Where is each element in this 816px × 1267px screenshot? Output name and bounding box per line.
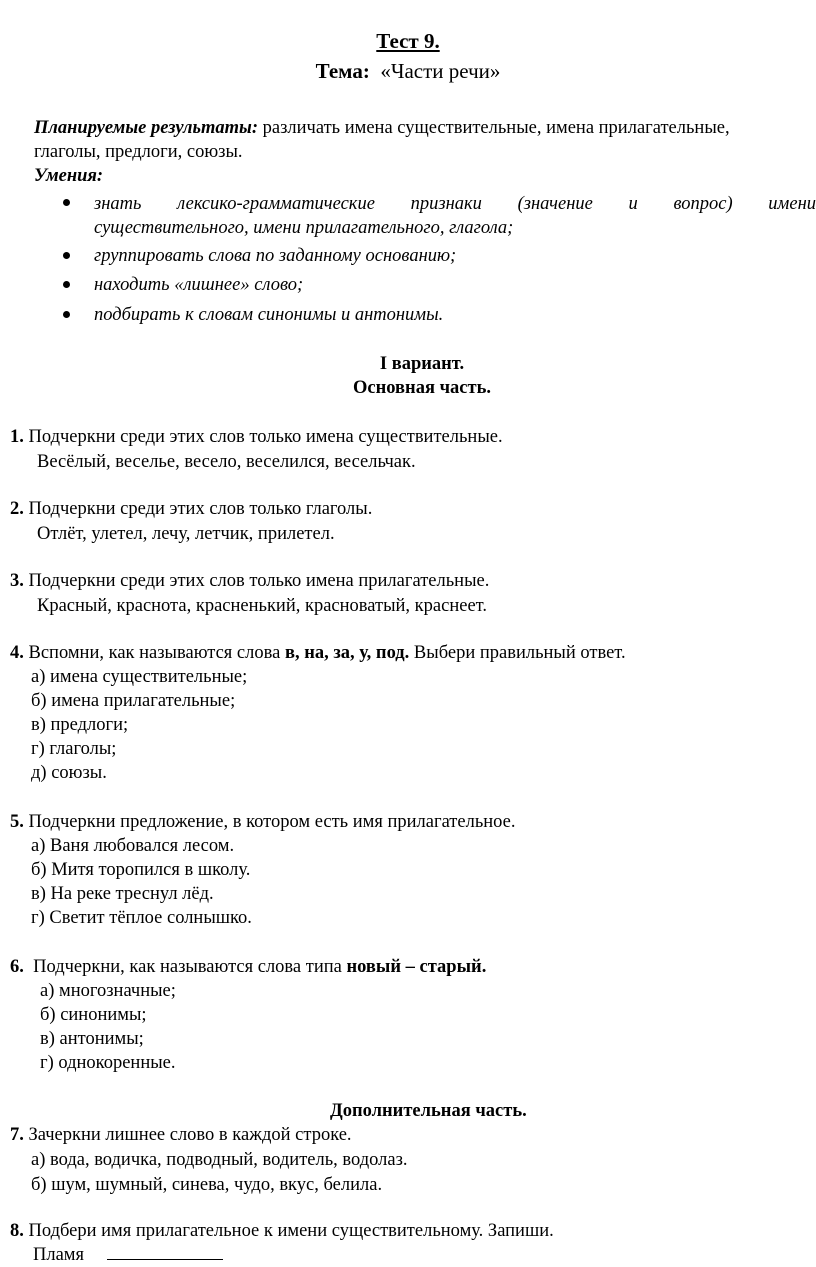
question-3	[10, 569, 489, 593]
question-8-word: Пламя	[33, 1245, 85, 1265]
question-1-words: Весёлый, веселье, весело, веселился, весельчак.	[37, 452, 416, 472]
skill-item-1-line1: знать лексико-грамматические признаки (значение и вопрос) имени	[94, 194, 816, 214]
question-4-text-after: Выбери правильный ответ.	[413, 643, 626, 663]
question-2	[10, 497, 372, 521]
question-1-number: 1.	[10, 427, 24, 447]
extra-part-title: Дополнительная часть.	[330, 1101, 527, 1121]
bullet-icon	[63, 252, 70, 259]
question-5-number: 5.	[10, 812, 24, 832]
question-4-number: 4.	[10, 643, 24, 663]
skill-item-1-line2: существительного, имени прилагательного, глагола;	[94, 218, 514, 238]
question-6-bold-words: новый – старый.	[346, 957, 487, 977]
question-5-option: в) На реке треснул лёд.	[31, 884, 214, 904]
question-2-words: Отлёт, улетел, лечу, летчик, прилетел.	[37, 524, 335, 544]
bullet-icon	[63, 281, 70, 288]
variant-title: I вариант.	[379, 354, 465, 374]
question-5-option: б) Митя торопился в школу.	[31, 860, 251, 880]
test-title: Тест 9.	[376, 29, 440, 53]
question-6-option: б) синонимы;	[40, 1005, 147, 1025]
bullet-icon	[63, 199, 70, 206]
question-6-option: в) антонимы;	[40, 1029, 144, 1049]
question-4-option: б) имена прилагательные;	[31, 691, 236, 711]
skill-item-2: группировать слова по заданному основанию;	[94, 246, 457, 266]
question-4-option: г) глаголы;	[31, 739, 117, 759]
planned-results-line2: глаголы, предлоги, союзы.	[34, 142, 243, 162]
question-4	[10, 641, 626, 665]
question-3-number: 3.	[10, 571, 24, 591]
question-4-bold-words: в, на, за, у, под.	[284, 643, 410, 663]
question-7-option: б) шум, шумный, синева, чудо, вкус, белила.	[31, 1175, 383, 1195]
answer-blank[interactable]	[107, 1241, 223, 1260]
question-4-option: а) имена существительные;	[31, 667, 248, 687]
main-part-title: Основная часть.	[353, 378, 491, 398]
topic-value: «Части речи»	[380, 59, 501, 83]
question-6-text-before: Подчеркни, как называются слова типа	[33, 957, 342, 977]
question-2-text: Подчеркни среди этих слов только глаголы.	[28, 499, 373, 519]
question-8-answer-line	[33, 1241, 223, 1267]
question-5	[10, 810, 515, 834]
question-4-option: д) союзы.	[31, 763, 107, 783]
question-7-option: а) вода, водичка, подводный, водитель, водолаз.	[31, 1150, 408, 1170]
topic-label: Тема:	[315, 59, 370, 83]
question-8-number: 8.	[10, 1221, 24, 1241]
skill-item-4: подбирать к словам синонимы и антонимы.	[94, 305, 444, 325]
question-8-text: Подбери имя прилагательное к имени существительному. Запиши.	[28, 1221, 554, 1241]
question-6-option: а) многозначные;	[40, 981, 176, 1001]
question-2-number: 2.	[10, 499, 24, 519]
question-8	[10, 1219, 554, 1243]
question-7	[10, 1123, 352, 1147]
skills-label: Умения:	[34, 166, 104, 186]
skill-item-3: находить «лишнее» слово;	[94, 275, 304, 295]
question-6	[10, 955, 486, 979]
question-6-number: 6.	[10, 957, 24, 977]
topic-line	[0, 59, 816, 83]
question-4-text-before: Вспомни, как называются слова	[28, 643, 281, 663]
question-5-option: г) Светит тёплое солнышко.	[31, 908, 252, 928]
planned-results-line1	[34, 116, 730, 140]
question-5-option: а) Ваня любовался лесом.	[31, 836, 235, 856]
question-3-words: Красный, краснота, красненький, красноватый, краснеет.	[37, 596, 487, 616]
bullet-icon	[63, 311, 70, 318]
question-7-number: 7.	[10, 1125, 24, 1145]
question-7-text: Зачеркни лишнее слово в каждой строке.	[28, 1125, 352, 1145]
question-4-option: в) предлоги;	[31, 715, 129, 735]
question-6-option: г) однокоренные.	[40, 1053, 176, 1073]
question-1	[10, 425, 503, 449]
planned-text-1: различать имена существительные, имена прилагательные,	[262, 118, 730, 138]
question-3-text: Подчеркни среди этих слов только имена прилагательные.	[28, 571, 490, 591]
question-5-text: Подчеркни предложение, в котором есть имя прилагательное.	[28, 812, 516, 832]
question-1-text: Подчеркни среди этих слов только имена существительные.	[28, 427, 503, 447]
planned-label: Планируемые результаты:	[34, 118, 259, 138]
